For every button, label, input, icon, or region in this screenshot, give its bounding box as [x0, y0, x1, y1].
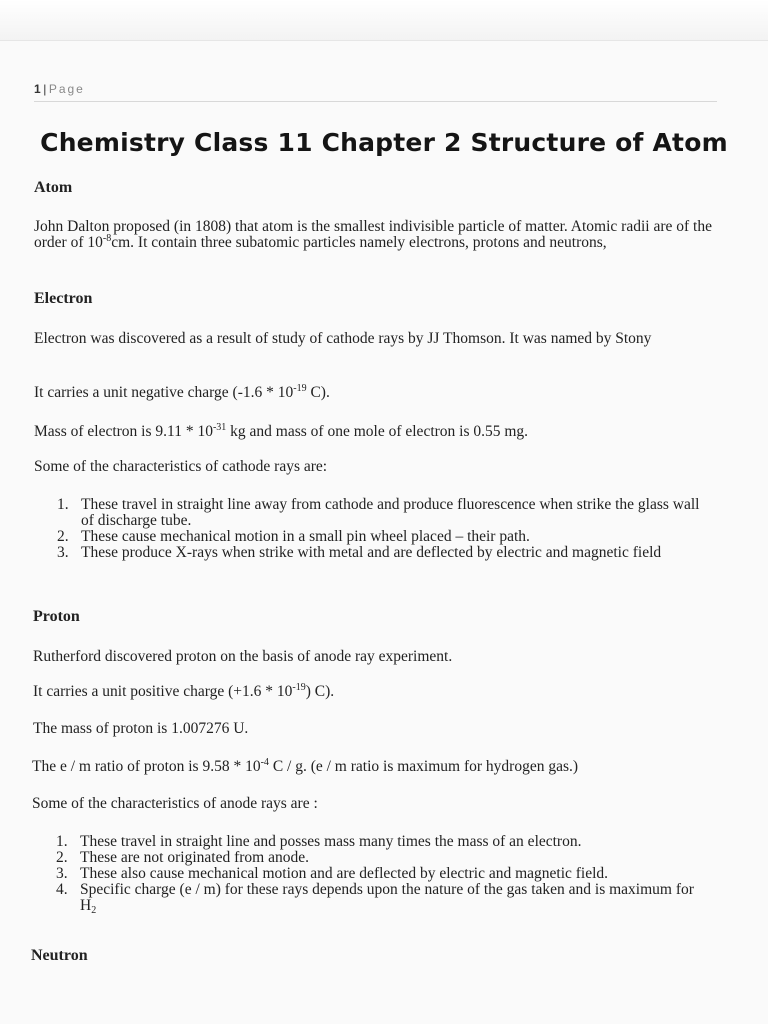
list-item: 1. These travel in straight line and posses mass many times the mass of an electron. — [56, 833, 582, 850]
proton-discovery: Rutherford discovered proton on the basis of anode ray experiment. — [33, 648, 453, 665]
proton-charge — [33, 684, 713, 700]
atom-heading: Atom — [34, 179, 73, 196]
list-item: 4. Specific charge (e / m) for these rays depends upon the nature of the gas taken and is maximum for $H_2$ — [56, 881, 694, 916]
page-number: 1 — [34, 82, 42, 96]
h2-subscript: 2 — [91, 905, 97, 916]
electron-charge — [34, 385, 714, 401]
anode-rays-intro: Some of the characteristics of anode rays are : — [32, 795, 318, 812]
proton-mass: The mass of proton is 1.007276 U. — [33, 720, 249, 737]
list-item: 2. These cause mechanical motion in a small pin wheel placed – their path. — [57, 528, 530, 545]
cathode-rays-list — [57, 497, 707, 561]
electron-mass — [34, 424, 714, 440]
proton-charge-text-a: It carries a unit positive charge (+1.6 * 10 — [33, 683, 293, 700]
proton-em-text-b: C / g. (e / m ratio is maximum for hydrogen gas.) — [268, 758, 579, 775]
proton-em-ratio — [32, 759, 712, 775]
proton-charge-text-b: ) C). — [305, 683, 335, 700]
document-title: Chemistry Class 11 Chapter 2 Structure of Atom — [40, 128, 728, 157]
proton-charge-exponent: -19 — [292, 682, 306, 693]
electron-charge-text-a: It carries a unit negative charge (-1.6 * 10 — [34, 384, 294, 401]
electron-heading: Electron — [34, 290, 93, 307]
electron-mass-text-b: kg and mass of one mole of electron is 0.55 mg. — [226, 423, 529, 440]
list-item: 3. These produce X-rays when strike with metal and are deflected by electric and magnetic field — [57, 544, 662, 561]
atom-text-a: John Dalton proposed (in 1808) that atom is the smallest indivisible particle of matter. Atomic radii are of the order of 10 — [34, 218, 712, 251]
page-separator: | — [43, 82, 47, 96]
electron-discovery: Electron was discovered as a result of study of cathode rays by JJ Thomson. It was named by Stony — [34, 330, 652, 347]
page-header — [34, 82, 717, 102]
list-item: 3. These also cause mechanical motion and are deflected by electric and magnetic field. — [56, 865, 609, 882]
scan-top-edge — [0, 0, 768, 41]
proton-em-exponent: -4 — [260, 757, 269, 768]
list-item: 2. These are not originated from anode. — [56, 849, 309, 866]
page-word: Page — [48, 82, 85, 96]
proton-em-text-a: The e / m ratio of proton is 9.58 * 10 — [32, 758, 261, 775]
atom-text-b: cm. It contain three subatomic particles namely electrons, protons and neutrons, — [111, 234, 607, 251]
proton-heading: Proton — [33, 608, 80, 625]
anode-rays-list — [56, 834, 706, 914]
neutron-heading: Neutron — [31, 947, 88, 964]
electron-charge-exponent: -19 — [293, 383, 307, 394]
cathode-rays-intro: Some of the characteristics of cathode rays are: — [34, 458, 328, 475]
atom-exponent: -8 — [102, 233, 112, 244]
electron-charge-text-b: C). — [306, 384, 330, 401]
atom-paragraph — [34, 219, 714, 251]
electron-mass-exponent: -31 — [212, 422, 227, 433]
electron-mass-text-a: Mass of electron is 9.11 * 10 — [34, 423, 213, 440]
list-item: 1. These travel in straight line away from cathode and produce fluorescence when strike the glass wall of discharge tube. — [57, 496, 700, 529]
